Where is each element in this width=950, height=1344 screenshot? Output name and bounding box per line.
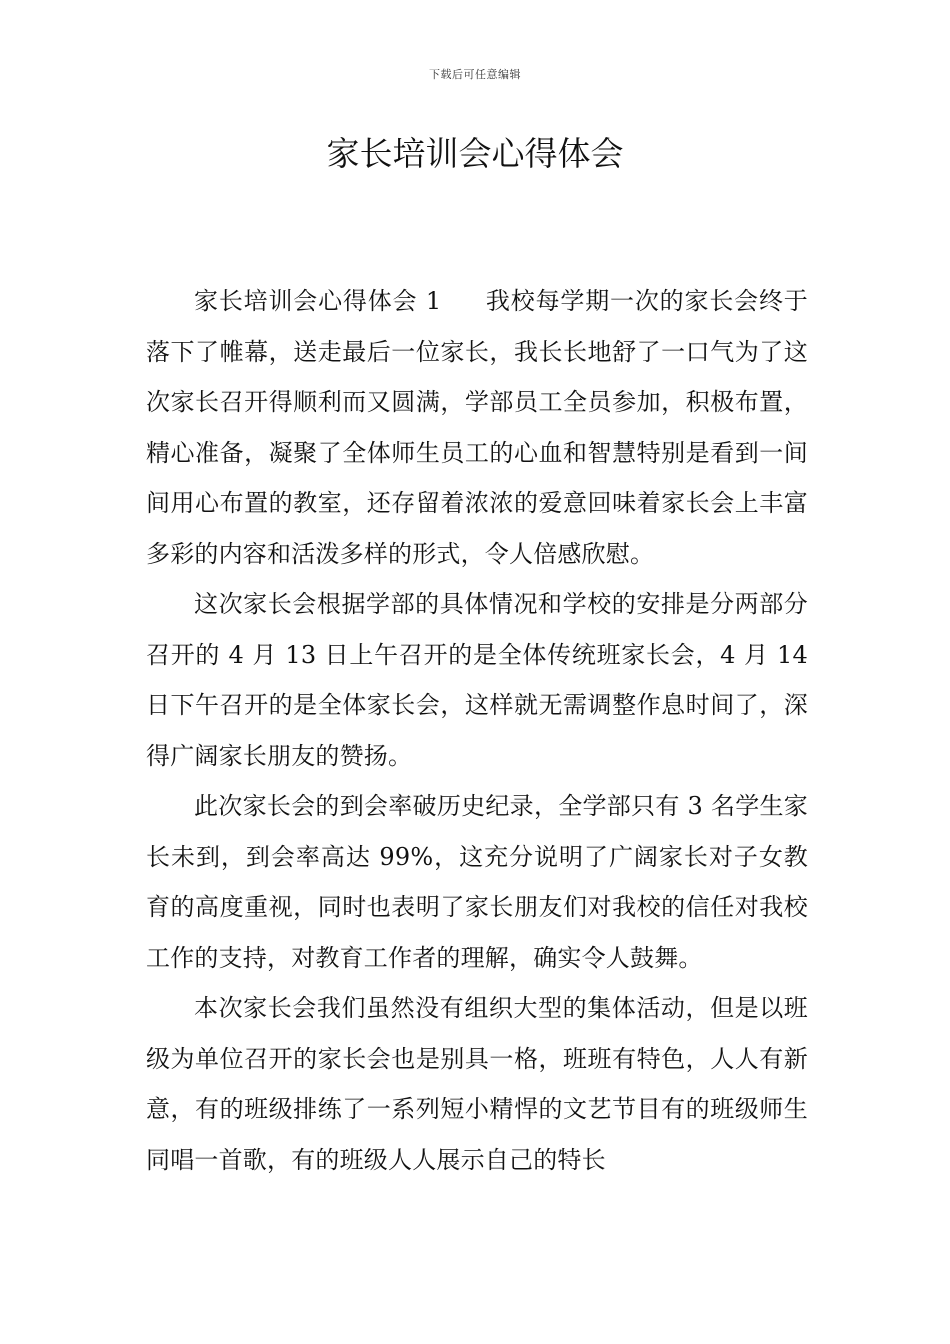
header-note: 下载后可任意编辑	[429, 68, 521, 81]
document-body	[146, 276, 808, 1185]
intro-label: 家长培训会心得体会 1	[194, 287, 442, 315]
paragraph-3: 此次家长会的到会率破历史纪录，全学部只有 3 名学生家长未到，到会率高达 99%，这充分说明了广阔家长对子女教育的高度重视，同时也表明了家长朋友们对我校的信任对我校工作的支持，对教育工作者的理解，确实令人鼓舞。	[146, 792, 808, 972]
paragraph-4: 本次家长会我们虽然没有组织大型的集体活动，但是以班级为单位召开的家长会也是别具一格，班班有特色，人人有新意，有的班级排练了一系列短小精悍的文艺节目有的班级师生同唱一首歌，有的班级人人展示自己的特长	[146, 994, 808, 1174]
document-title: 家长培训会心得体会	[326, 134, 624, 173]
paragraph-2: 这次家长会根据学部的具体情况和学校的安排是分两部分召开的 4 月 13 日上午召开的是全体传统班家长会，4 月 14 日下午召开的是全体家长会，这样就无需调整作息时间了，深得广阔家长朋友的赞扬。	[146, 590, 808, 770]
paragraph-1-text: 我校每学期一次的家长会终于落下了帷幕，送走最后一位家长，我长长地舒了一口气为了这次家长召开得顺利而又圆满，学部员工全员参加，积极布置，精心准备，凝聚了全体师生员工的心血和智慧特别是看到一间间用心布置的教室，还存留着浓浓的爱意回味着家长会上丰富多彩的内容和活泼多样的形式，令人倍感欣慰。	[146, 287, 808, 568]
paragraph-1	[146, 276, 808, 579]
